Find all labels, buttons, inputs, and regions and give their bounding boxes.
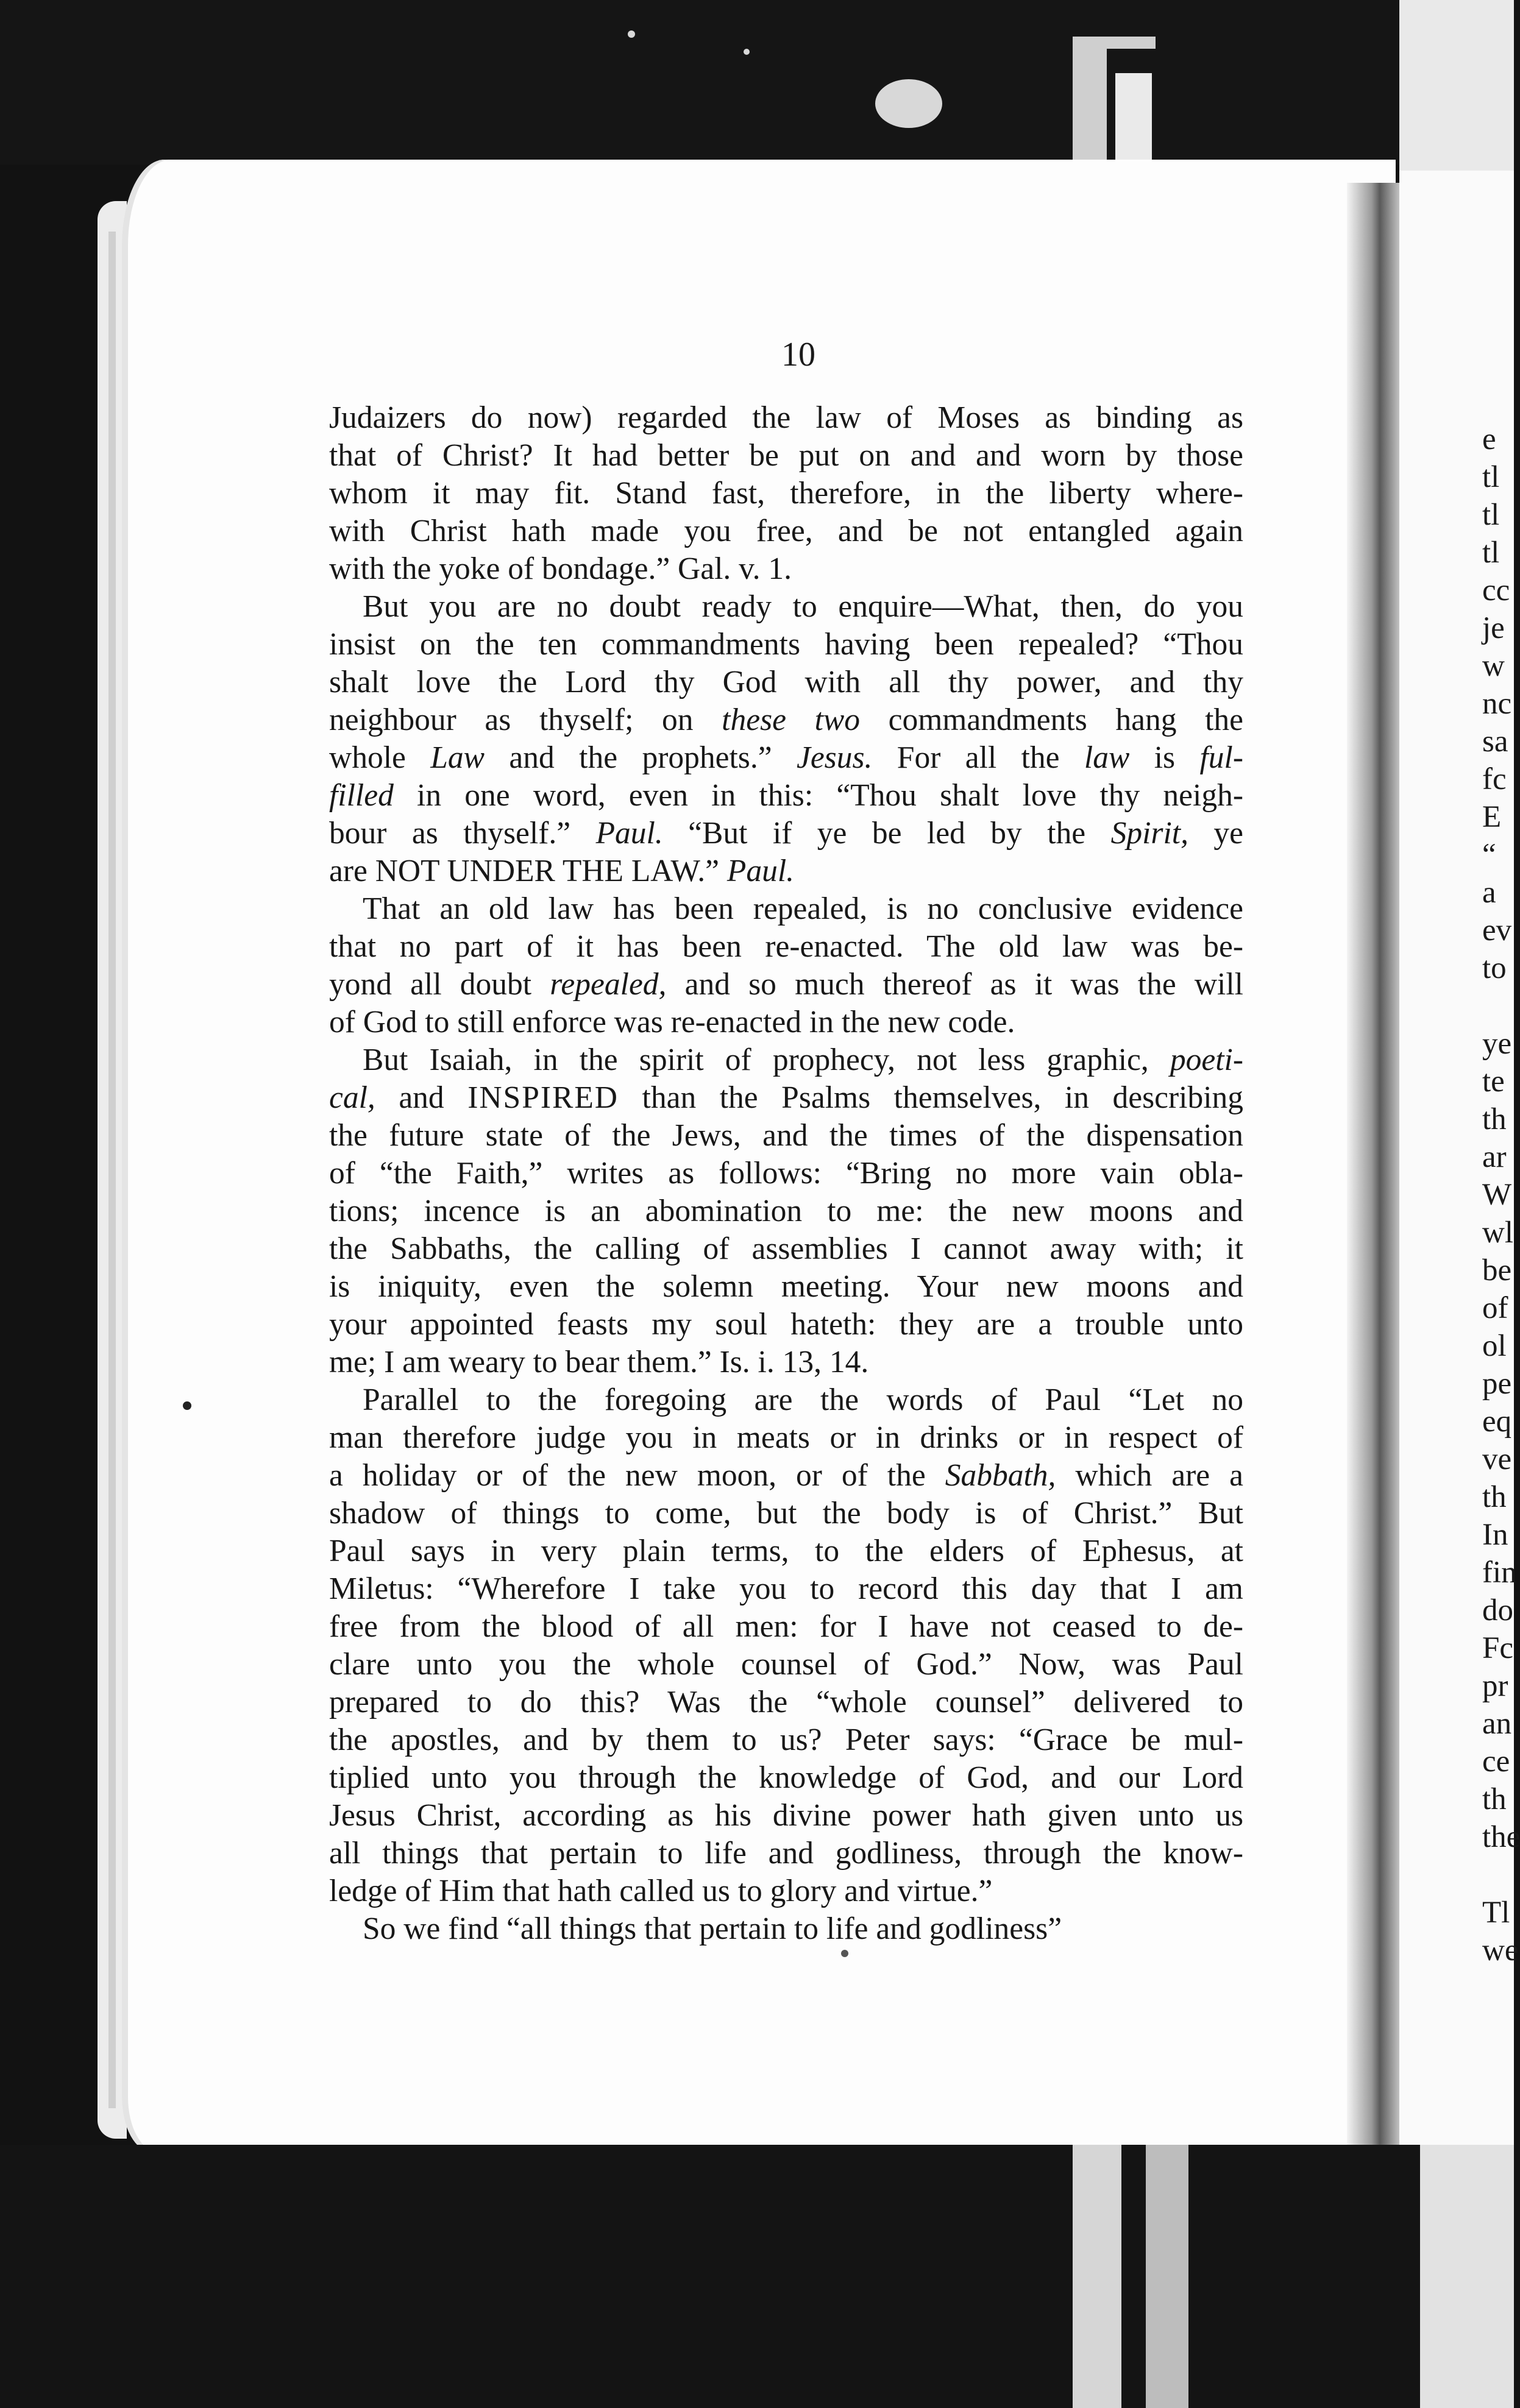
text-run: shalt love the Lord thy God with all thy power, and thy — [329, 665, 1243, 699]
text-line — [329, 1192, 1243, 1230]
facing-page-fragment: Tl — [1482, 1896, 1510, 1930]
text-run: are NOT UNDER THE LAW.” — [329, 854, 727, 888]
text-run: “But if ye be led by the — [662, 816, 1111, 851]
italic-text: these two — [722, 703, 861, 737]
text-run: which are a — [1056, 1458, 1243, 1493]
text-run: me; I am weary to bear them.” Is. i. 13, 14. — [329, 1345, 869, 1379]
text-line — [329, 399, 1243, 437]
text-line — [329, 1608, 1243, 1646]
facing-page-fragment: pr — [1482, 1669, 1508, 1703]
text-run: of God to still enforce was re-enacted in the new code. — [329, 1005, 1015, 1039]
facing-page-fragment: fc — [1482, 762, 1507, 796]
text-run: Miletus: “Wherefore I take you to record this day that I am — [329, 1571, 1243, 1606]
facing-page-fragment — [1482, 1856, 1514, 1894]
text-line — [329, 1117, 1243, 1155]
text-line — [329, 1872, 1243, 1910]
facing-page-fragment: E — [1482, 800, 1502, 834]
text-run: Parallel to the foregoing are the words of Paul “Let no — [363, 1383, 1243, 1417]
text-line — [329, 1532, 1243, 1570]
scan-film-strip — [1420, 2145, 1514, 2408]
scan-speck — [628, 30, 635, 38]
scan-film-strip — [1073, 2145, 1121, 2408]
text-run: with Christ hath made you free, and be not entangled again — [329, 514, 1243, 548]
text-line — [329, 852, 1243, 890]
text-run: and — [375, 1080, 468, 1115]
facing-page-fragment: tl — [1482, 498, 1500, 532]
facing-page-fragment: ev — [1482, 913, 1512, 947]
scan-film-strip — [1146, 2145, 1188, 2408]
text-line — [329, 1155, 1243, 1192]
scan-speck — [841, 1950, 848, 1957]
text-run: the apostles, and by them to us? Peter says: “Grace be mul- — [329, 1723, 1243, 1757]
body-text — [329, 399, 1243, 1948]
text-run: So we find “all things that pertain to life and godliness” — [363, 1911, 1062, 1946]
facing-page-fragment: do — [1482, 1593, 1513, 1627]
facing-page-fragment: tl — [1482, 460, 1500, 494]
italic-text: Jesus. — [796, 740, 873, 775]
text-run: ledge of Him that hath called us to glory and virtue.” — [329, 1874, 993, 1908]
facing-page-fragment: W — [1482, 1178, 1512, 1212]
text-line — [329, 626, 1243, 664]
text-run: is — [1129, 740, 1200, 775]
text-run: is iniquity, even the solemn meeting. Your new moons and — [329, 1269, 1243, 1304]
text-line — [329, 1230, 1243, 1268]
text-line — [329, 890, 1243, 928]
facing-page-fragment: an — [1482, 1707, 1512, 1741]
text-line — [329, 928, 1243, 966]
text-line — [329, 966, 1243, 1004]
facing-page-fragment: th — [1482, 1480, 1507, 1514]
text-run: the future state of the Jews, and the times of the dispensation — [329, 1118, 1243, 1153]
text-line — [329, 1457, 1243, 1495]
text-line — [329, 815, 1243, 852]
text-run: But Isaiah, in the spirit of prophecy, not less graphic, — [363, 1043, 1170, 1077]
text-line — [329, 1419, 1243, 1457]
facing-page-fragment: Fc — [1482, 1631, 1513, 1665]
facing-page-fragment: e — [1482, 422, 1496, 456]
facing-page-fragment: cc — [1482, 573, 1510, 607]
text-run: with the yoke of bondage.” Gal. v. 1. — [329, 551, 792, 586]
text-line — [329, 1797, 1243, 1835]
text-line — [329, 777, 1243, 815]
text-run: in one word, even in this: “Thou shalt love thy neigh- — [393, 778, 1243, 813]
text-run: neighbour as thyself; on — [329, 703, 722, 737]
text-run: That an old law has been repealed, is no conclusive evidence — [363, 891, 1243, 926]
scan-film-strip — [1107, 37, 1156, 49]
text-run: that no part of it has been re-enacted. The old law was be- — [329, 929, 1243, 964]
facing-page-fragment: to — [1482, 951, 1507, 985]
text-line — [329, 1344, 1243, 1381]
text-run: the Sabbaths, the calling of assemblies I cannot away with; it — [329, 1231, 1243, 1266]
text-run: yond all doubt — [329, 967, 550, 1002]
text-line — [329, 588, 1243, 626]
facing-page-fragment: tl — [1482, 536, 1500, 570]
italic-text: law — [1084, 740, 1130, 775]
facing-page-fragment: te — [1482, 1064, 1505, 1099]
facing-page-fragment: th — [1482, 1102, 1507, 1136]
text-run: prepared to do this? Was the “whole counsel” delivered to — [329, 1685, 1243, 1719]
book-gutter — [1347, 183, 1402, 2145]
facing-page-fragment: th — [1482, 1782, 1507, 1816]
italic-text: repealed, — [550, 967, 667, 1002]
text-run: your appointed feasts my soul hateth: they are a trouble unto — [329, 1307, 1243, 1342]
text-run: For all the — [872, 740, 1084, 775]
text-run: free from the blood of all men: for I have not ceased to de- — [329, 1609, 1243, 1644]
facing-page-fragment: nc — [1482, 687, 1512, 721]
text-run: ye — [1188, 816, 1244, 851]
text-line — [329, 1079, 1243, 1117]
text-run: Paul says in very plain terms, to the elders of Ephesus, at — [329, 1534, 1243, 1568]
facing-page-fragment: be — [1482, 1253, 1512, 1287]
italic-text: Sabbath, — [945, 1458, 1056, 1493]
text-run: a holiday or of the new moon, or of the — [329, 1458, 945, 1493]
text-run: and the prophets.” — [485, 740, 797, 775]
italic-text: Paul. — [595, 816, 663, 851]
text-run: tiplied unto you through the knowledge of God, and our Lord — [329, 1760, 1243, 1795]
text-run: than the Psalms themselves, in describing — [619, 1080, 1243, 1115]
facing-page-fragment — [1482, 987, 1514, 1025]
text-line — [329, 512, 1243, 550]
text-line — [329, 437, 1243, 475]
text-run: and so much thereof as it was the will — [666, 967, 1243, 1002]
text-line — [329, 1759, 1243, 1797]
text-line — [329, 1835, 1243, 1872]
text-line — [329, 739, 1243, 777]
small-caps-text: INSPIRED — [467, 1080, 619, 1115]
scan-bottom-border — [0, 2145, 1514, 2408]
text-run: insist on the ten commandments having been repealed? “Thou — [329, 627, 1243, 662]
italic-text: poeti- — [1170, 1043, 1243, 1077]
facing-page-fragment: “ — [1482, 838, 1496, 872]
facing-page-fragment: ce — [1482, 1744, 1510, 1779]
facing-page-fragment: ve — [1482, 1442, 1512, 1476]
text-run: man therefore judge you in meats or in drinks or in respect of — [329, 1420, 1243, 1455]
italic-text: cal, — [329, 1080, 375, 1115]
text-line — [329, 475, 1243, 512]
text-line — [329, 1381, 1243, 1419]
text-run: that of Christ? It had better be put on and and worn by those — [329, 438, 1243, 473]
italic-text: Spirit, — [1110, 816, 1188, 851]
text-line — [329, 1684, 1243, 1721]
facing-page-fragment: of — [1482, 1291, 1508, 1325]
facing-page-fragment: je — [1482, 611, 1505, 645]
text-run: commandments hang the — [860, 703, 1243, 737]
page-number: 10 — [781, 336, 815, 374]
text-line — [329, 664, 1243, 701]
text-run: Jesus Christ, according as his divine power hath given unto us — [329, 1798, 1243, 1833]
scan-film-strip — [1399, 0, 1514, 183]
facing-page-fragment: we — [1482, 1933, 1519, 1967]
text-run: whom it may fit. Stand fast, therefore, in the liberty where- — [329, 476, 1243, 511]
text-line — [329, 1570, 1243, 1608]
text-line — [329, 1004, 1243, 1041]
scan-speck — [183, 1401, 191, 1410]
text-line — [329, 701, 1243, 739]
text-run: Judaizers do now) regarded the law of Moses as binding as — [329, 400, 1243, 435]
text-run: of “the Faith,” writes as follows: “Bring no more vain obla- — [329, 1156, 1243, 1191]
text-line — [329, 1646, 1243, 1684]
facing-page-fragment: ar — [1482, 1140, 1507, 1174]
text-run: tions; incence is an abomination to me: the new moons and — [329, 1194, 1243, 1228]
facing-page-fragment: a — [1482, 876, 1496, 910]
facing-page-fragment: In — [1482, 1518, 1508, 1552]
italic-text: filled — [329, 778, 394, 813]
scan-speck — [875, 79, 942, 128]
scan-film-strip — [1073, 37, 1107, 165]
text-run: all things that pertain to life and godliness, through the know- — [329, 1836, 1243, 1871]
text-line — [329, 1041, 1243, 1079]
text-line — [329, 550, 1243, 588]
scan-film-strip — [1115, 73, 1152, 165]
facing-page-fragment: w — [1482, 649, 1505, 683]
text-line — [329, 1910, 1243, 1948]
italic-text: Paul. — [726, 854, 795, 888]
text-line — [329, 1268, 1243, 1306]
italic-text: Law — [430, 740, 485, 775]
text-run: bour as thyself.” — [329, 816, 596, 851]
facing-page-fragment: eq — [1482, 1404, 1512, 1439]
text-line — [329, 1495, 1243, 1532]
text-run: But you are no doubt ready to enquire—What, then, do you — [363, 589, 1243, 624]
facing-page-fragment: wl — [1482, 1216, 1513, 1250]
scan-speck — [744, 49, 750, 55]
text-line — [329, 1306, 1243, 1344]
facing-page-fragment: ye — [1482, 1027, 1512, 1061]
scan-top-border — [0, 0, 1514, 165]
facing-page-fragment: ol — [1482, 1329, 1507, 1363]
facing-page-fragment: fin — [1482, 1556, 1517, 1590]
text-run: clare unto you the whole counsel of God.” Now, was Paul — [329, 1647, 1243, 1682]
text-run: shadow of things to come, but the body is of Christ.” But — [329, 1496, 1243, 1531]
facing-page-fragment: pe — [1482, 1367, 1512, 1401]
facing-page-fragment: sa — [1482, 724, 1508, 759]
text-run: whole — [329, 740, 431, 775]
facing-page-fragment: the — [1482, 1820, 1520, 1854]
facing-page-text-fragments — [1482, 420, 1520, 1969]
text-line — [329, 1721, 1243, 1759]
italic-text: ful- — [1199, 740, 1244, 775]
page-edge-shadow — [108, 232, 116, 2108]
